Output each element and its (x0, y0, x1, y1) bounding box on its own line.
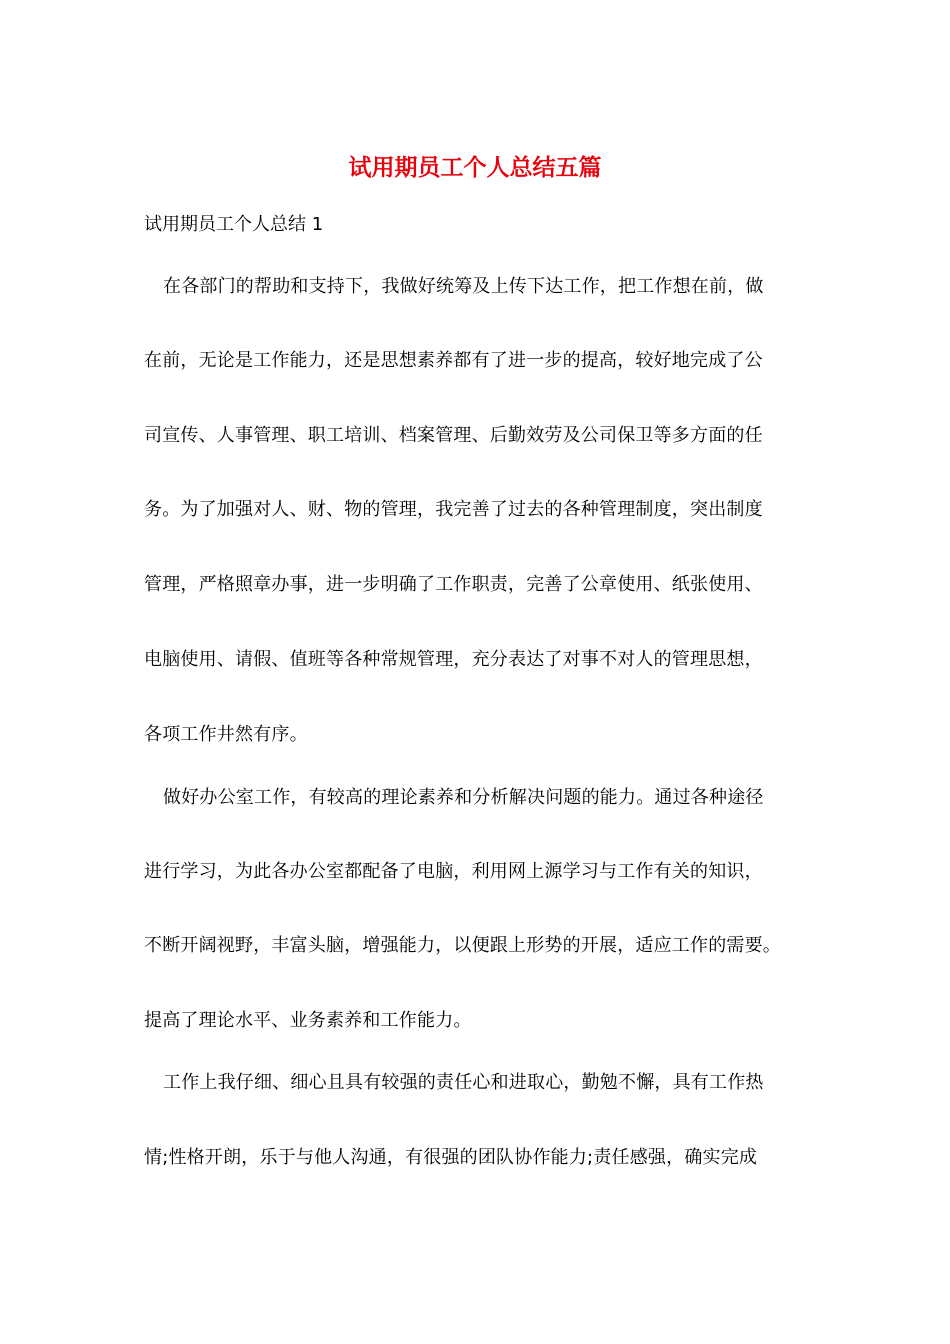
paragraph-line: 提高了理论水平、业务素养和工作能力。 (144, 1010, 472, 1031)
paragraph-line: 情;性格开朗，乐于与他人沟通，有很强的团队协作能力;责任感强，确实完成 (144, 1147, 758, 1168)
paragraph-line: 做好办公室工作，有较高的理论素养和分析解决问题的能力。通过各种途径 (163, 787, 764, 808)
section-heading: 试用期员工个人总结 1 (144, 214, 324, 235)
paragraph-line: 司宣传、人事管理、职工培训、档案管理、后勤效劳及公司保卫等多方面的任 (144, 425, 763, 446)
document-title: 试用期员工个人总结五篇 (348, 154, 602, 181)
paragraph-line: 在前，无论是工作能力，还是思想素养都有了进一步的提高，较好地完成了公 (144, 350, 763, 371)
paragraph-line: 工作上我仔细、细心且具有较强的责任心和进取心，勤勉不懈，具有工作热 (163, 1072, 764, 1093)
paragraph-line: 电脑使用、请假、值班等各种常规管理，充分表达了对事不对人的管理思想， (144, 649, 763, 670)
paragraph-line: 不断开阔视野，丰富头脑，增强能力，以便跟上形势的开展，适应工作的需要。 (144, 935, 781, 956)
paragraph-line: 在各部门的帮助和支持下，我做好统筹及上传下达工作，把工作想在前，做 (163, 276, 764, 297)
paragraph-line: 管理，严格照章办事，进一步明确了工作职责，完善了公章使用、纸张使用、 (144, 574, 763, 595)
paragraph-line: 各项工作井然有序。 (144, 724, 308, 745)
paragraph-line: 务。为了加强对人、财、物的管理，我完善了过去的各种管理制度，突出制度 (144, 499, 763, 520)
paragraph-line: 进行学习，为此各办公室都配备了电脑，利用网上源学习与工作有关的知识， (144, 861, 763, 882)
